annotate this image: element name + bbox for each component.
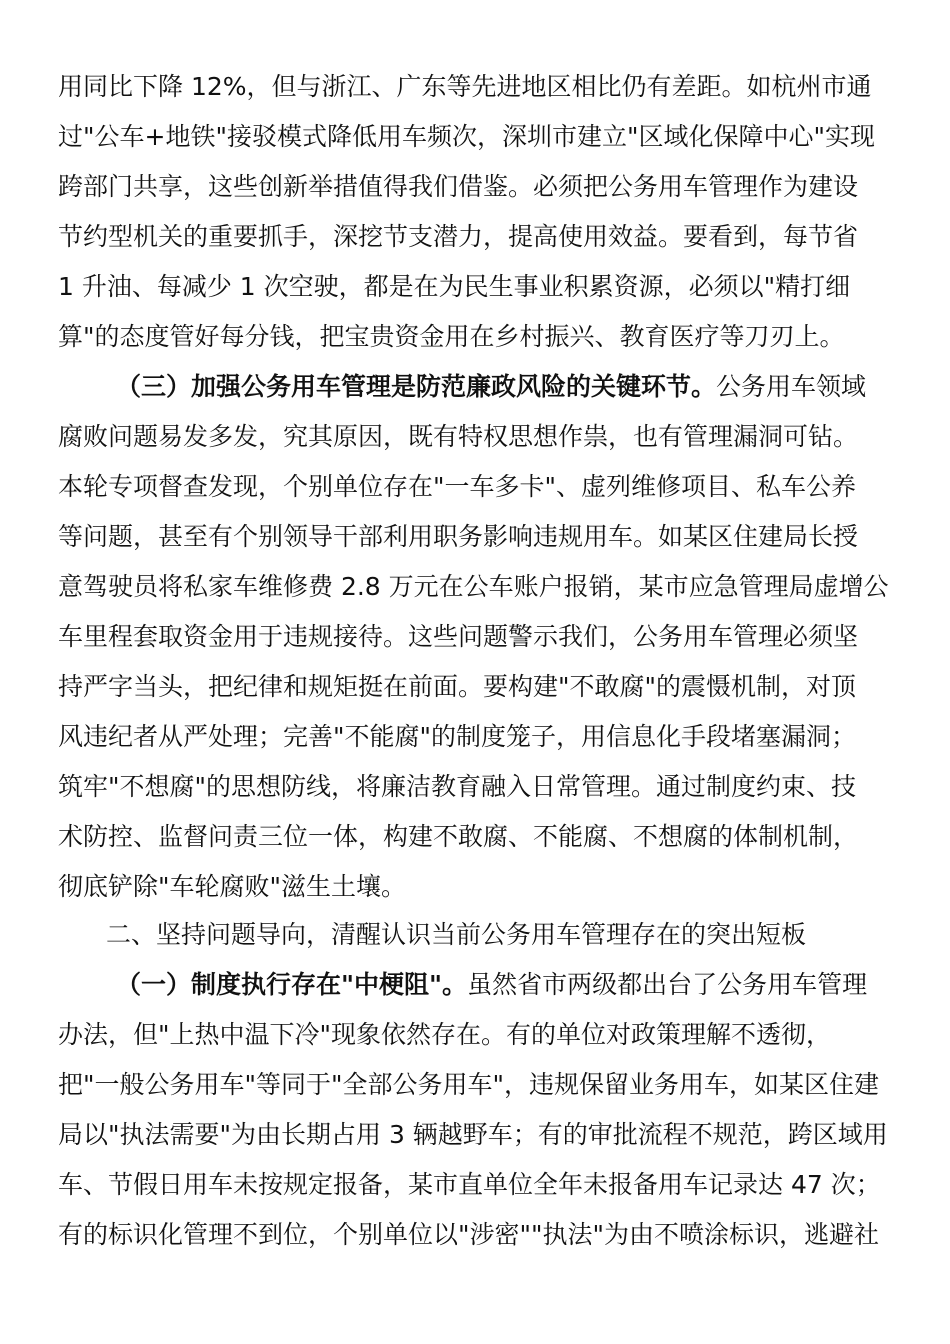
subheading-3: （三）加强公务用车管理是防范廉政风险的关键环节。 xyxy=(116,372,717,401)
subheading-1: （一）制度执行存在"中梗阻"。 xyxy=(116,970,468,999)
text-line xyxy=(116,960,867,1010)
text-span: 虽然省市两级都出台了公务用车管理 xyxy=(467,970,868,999)
text-line: 节约型机关的重要抓手，深挖节支潜力，提高使用效益。要看到，每节省 xyxy=(58,222,859,251)
text-line: 算"的态度管好每分钱，把宝贵资金用在乡村振兴、教育医疗等刀刃上。 xyxy=(58,322,845,351)
text-line: 车、节假日用车未按规定报备，某市直单位全年未报备用车记录达 47 次； xyxy=(58,1170,881,1199)
text-line: 彻底铲除"车轮腐败"滋生土壤。 xyxy=(58,872,406,901)
text-span: 公务用车领域 xyxy=(716,372,867,401)
text-line: 意驾驶员将私家车维修费 2.8 万元在公车账户报销，某市应急管理局虚增公 xyxy=(58,572,889,601)
text-line: 术防控、监督问责三位一体，构建不敢腐、不能腐、不想腐的体制机制， xyxy=(58,822,859,851)
text-line: 本轮专项督查发现，个别单位存在"一车多卡"、虚列维修项目、私车公养 xyxy=(58,472,857,501)
text-line: 车里程套取资金用于违规接待。这些问题警示我们，公务用车管理必须坚 xyxy=(58,622,859,651)
text-line: 跨部门共享，这些创新举措值得我们借鉴。必须把公务用车管理作为建设 xyxy=(58,172,859,201)
text-line: 等问题，甚至有个别领导干部利用职务影响违规用车。如某区住建局长授 xyxy=(58,522,859,551)
text-line: 用同比下降 12%，但与浙江、广东等先进地区相比仍有差距。如杭州市通 xyxy=(58,72,872,101)
text-line: 把"一般公务用车"等同于"全部公务用车"，违规保留业务用车，如某区住建 xyxy=(58,1070,879,1099)
text-line: 办法，但"上热中温下冷"现象依然存在。有的单位对政策理解不透彻， xyxy=(58,1020,832,1049)
text-line: 有的标识化管理不到位，个别单位以"涉密""执法"为由不喷涂标识，逃避社 xyxy=(58,1220,879,1249)
section-heading: 二、坚持问题导向，清醒认识当前公务用车管理存在的突出短板 xyxy=(106,920,807,949)
text-line: 筑牢"不想腐"的思想防线，将廉洁教育融入日常管理。通过制度约束、技 xyxy=(58,772,857,801)
text-line: 过"公车+地铁"接驳模式降低用车频次，深圳市建立"区域化保障中心"实现 xyxy=(58,122,875,151)
text-line: 腐败问题易发多发，究其原因，既有特权思想作祟，也有管理漏洞可钻。 xyxy=(58,422,859,451)
text-line: 1 升油、每减少 1 次空驶，都是在为民生事业积累资源，必须以"精打细 xyxy=(58,272,851,301)
text-line: 持严字当头，把纪律和规矩挺在前面。要构建"不敢腐"的震慑机制，对顶 xyxy=(58,672,857,701)
text-line xyxy=(116,362,866,412)
text-line: 风违纪者从严处理；完善"不能腐"的制度笼子，用信息化手段堵塞漏洞； xyxy=(58,722,857,751)
text-line: 局以"执法需要"为由长期占用 3 辆越野车；有的审批流程不规范，跨区域用 xyxy=(58,1120,888,1149)
